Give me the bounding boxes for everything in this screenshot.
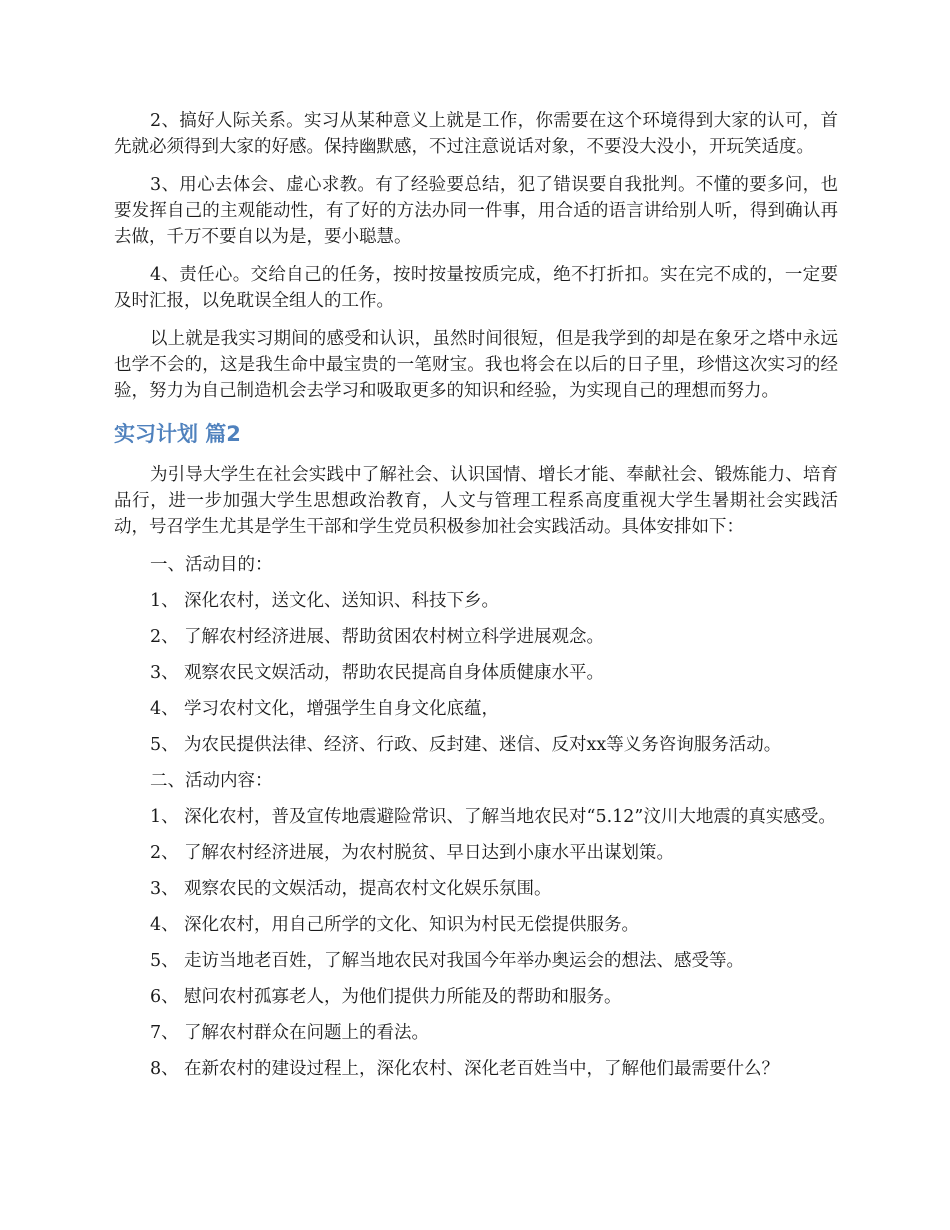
intro-paragraph-4: 以上就是我实习期间的感受和认识，虽然时间很短，但是我学到的却是在象牙之塔中永远也学不会的，这是我生命中最宝贵的一笔财宝。我也将会在以后的日子里，珍惜这次实习的经验，努力为自己制造机会去学习和吸取更多的知识和经验，为实现自己的理想而努力。 [114, 329, 838, 401]
purpose-item-number: 1、 [150, 591, 179, 611]
purpose-heading: 一、活动目的： [150, 555, 273, 575]
purpose-item [114, 732, 838, 758]
section-heading: 实习计划 篇2 [114, 422, 241, 446]
content-item [114, 804, 838, 830]
intro-paragraph-2: 3、用心去体会、虚心求教。有了经验要总结，犯了错误要自我批判。不懂的要多问，也要发挥自己的主观能动性，有了好的方法办同一件事，用合适的语言讲给别人听，得到确认再去做，千万不要自以为是，要小聪慧。 [114, 175, 838, 247]
content-heading: 二、活动内容： [150, 771, 273, 791]
purpose-item-number: 5、 [150, 735, 179, 755]
content-item-text: 了解农村经济进展，为农村脱贫、早日达到小康水平出谋划策。 [184, 843, 674, 863]
purpose-item [114, 660, 838, 686]
content-item-text: 慰问农村孤寡老人，为他们提供力所能及的帮助和服务。 [184, 987, 622, 1007]
content-item [114, 1056, 838, 1082]
intro-paragraph-1: 2、搞好人际关系。实习从某种意义上就是工作，你需要在这个环境得到大家的认可，首先就必须得到大家的好感。保持幽默感，不过注意说话对象，不要没大没小，开玩笑适度。 [114, 111, 838, 157]
content-item-text: 在新农村的建设过程上，深化农村、深化老百姓当中，了解他们最需要什么？ [184, 1059, 779, 1079]
content-item [114, 876, 838, 902]
content-item [114, 840, 838, 866]
content-item-text: 观察农民的文娱活动，提高农村文化娱乐氛围。 [184, 879, 552, 899]
purpose-item-text: 深化农村，送文化、送知识、科技下乡。 [184, 591, 499, 611]
purpose-item-text: 观察农民文娱活动，帮助农民提高自身体质健康水平。 [184, 663, 604, 683]
purpose-item [114, 624, 838, 650]
document-page [114, 108, 838, 1092]
purpose-item-number: 2、 [150, 627, 179, 647]
content-item-number: 3、 [150, 879, 179, 899]
purpose-item-text: 了解农村经济进展、帮助贫困农村树立科学进展观念。 [184, 627, 604, 647]
content-item-number: 8、 [150, 1059, 179, 1079]
content-item-text: 深化农村，普及宣传地震避险常识、了解当地农民对“5.12”汶川大地震的真实感受。 [184, 807, 836, 827]
content-item-number: 5、 [150, 951, 179, 971]
content-item-text: 深化农村，用自己所学的文化、知识为村民无偿提供服务。 [184, 915, 639, 935]
content-item-text: 走访当地老百姓，了解当地农民对我国今年举办奥运会的想法、感受等。 [184, 951, 744, 971]
content-item-number: 1、 [150, 807, 179, 827]
section-intro-paragraph: 为引导大学生在社会实践中了解社会、认识国情、增长才能、奉献社会、锻炼能力、培育品行，进一步加强大学生思想政治教育，人文与管理工程系高度重视大学生暑期社会实践活动，号召学生尤其是学生干部和学生党员积极参加社会实践活动。具体安排如下： [114, 465, 838, 537]
content-item [114, 1020, 838, 1046]
purpose-item-text: 为农民提供法律、经济、行政、反封建、迷信、反对xx等义务咨询服务活动。 [184, 735, 782, 755]
content-item-number: 6、 [150, 987, 179, 1007]
purpose-item [114, 588, 838, 614]
content-item [114, 948, 838, 974]
purpose-item-number: 4、 [150, 699, 179, 719]
content-item-number: 2、 [150, 843, 179, 863]
intro-paragraph-3: 4、责任心。交给自己的任务，按时按量按质完成，绝不打折扣。实在完不成的，一定要及时汇报，以免耽误全组人的工作。 [114, 265, 838, 311]
content-item-text: 了解农村群众在问题上的看法。 [184, 1023, 429, 1043]
purpose-item-number: 3、 [150, 663, 179, 683]
content-item-number: 4、 [150, 915, 179, 935]
purpose-item-text: 学习农村文化，增强学生自身文化底蕴， [184, 699, 499, 719]
content-item [114, 984, 838, 1010]
content-item-number: 7、 [150, 1023, 179, 1043]
content-item [114, 912, 838, 938]
purpose-item [114, 696, 838, 722]
